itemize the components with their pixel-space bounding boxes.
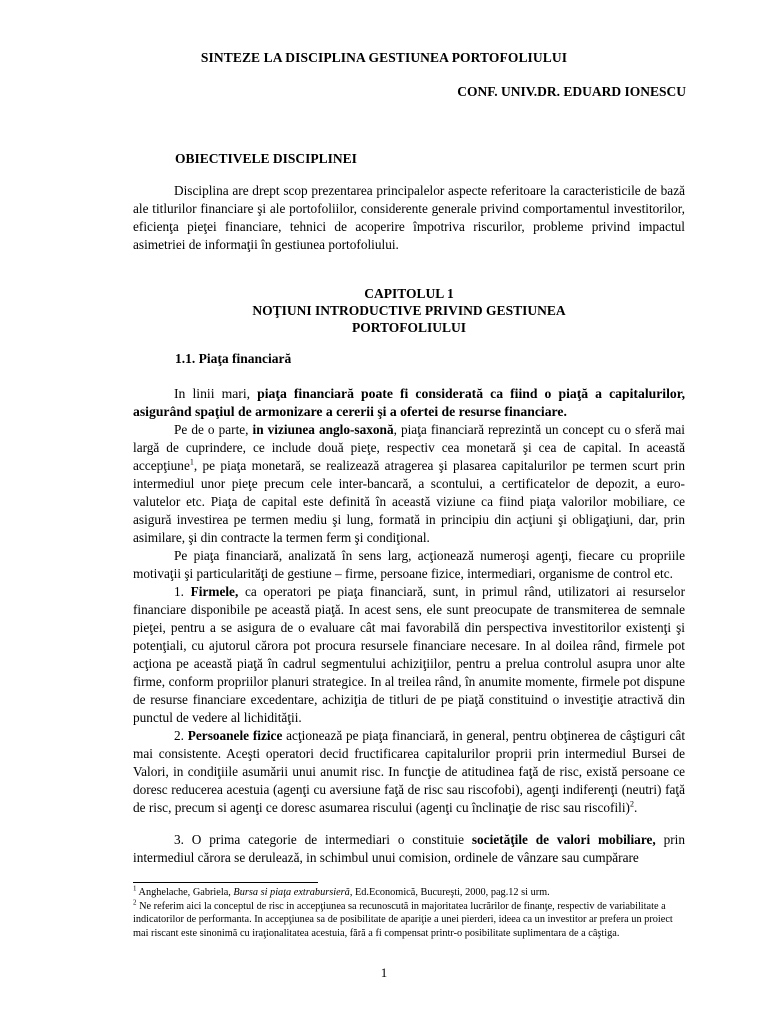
p5-num: 2. [174, 728, 188, 743]
chapter-title-line1: NOŢIUNI INTRODUCTIVE PRIVIND GESTIUNEA [252, 303, 566, 318]
footnote-2 [133, 900, 685, 941]
author-line: CONF. UNIV.DR. EDUARD IONESCU [457, 84, 686, 99]
footnote-2-text: Ne referim aici la conceptul de risc in accepţiunea sa recunoscută in majoritatea lucrărilor de finanţe, respectiv de variabilitate a indicatorilor de performanta. In accepţiunea sa de posibilitate de apariţie a unei pierderi, ideea ca un investitor ar prefera un proiect mai riscant este sinonimă cu iraţionalitatea acestuia, fără a fi compensat printr-o posibilitate suplimentara de a câştiga. [133, 900, 673, 939]
p4-text: ca operatori pe piaţa financiară, sunt, in primul rând, utilizatori ai resurselor financiare disponibile pe această piaţă. In acest sens, ele sunt preocupate de transmiterea de semnale pieţei, pentru a se asigura de o evaluare cât mai favorabilă din perspectiva investitorilor existenţi şi potenţiali, cu ajutorul cărora pot procura resursele financiare necesare. In al doilea rând, firmele pot acţiona pe această piaţă în cadrul segmentului achiziţiilor, pentru a prelua controlul asupra unor alte firme, conform propriilor planuri strategice. In al treilea rând, în anumite momente, firmele pot dispune de resurse financiare excedentare, achiziţia de titluri de pe piaţă constituind o investiţie atractivă din punctul de vedere al lichidităţii. [133, 584, 686, 725]
page-number: 1 [380, 965, 388, 980]
footnote-1-text-a: Anghelache, Gabriela, [136, 887, 234, 898]
objectives-section [133, 182, 685, 254]
footnote-ref-2: 2 [629, 799, 634, 809]
objectives-heading: OBIECTIVELE DISCIPLINEI [175, 151, 357, 166]
footnote-separator [133, 882, 318, 883]
paragraph-5 [133, 727, 685, 817]
footnote-1-title: Bursa si piaţa extrabursieră [233, 887, 350, 898]
p6-text-b: prin intermediul cărora se derulează, in schimbul unui comision, ordinele de vânzare sau cumpărare [133, 832, 685, 865]
footnotes [133, 886, 685, 940]
footnote-1-marker: 1 [133, 884, 137, 893]
p2-text-b: , pe piaţa monetară, se realizează atragerea şi plasarea capitalurilor pe termen scurt prin intermediul unor pieţe precum cele inter-bancară, a scontului, a certificatelor de depozit, a euro-valutelor etc. Piaţa de capital este definită în această viziune ca fiind piaţa valorilor mobiliare, ce asigură investirea pe termen mediu şi lung, formată in principiu din acţiuni şi obligaţiuni, dar, prin asimilare, şi din contracte la termen ferm şi condiţional. [133, 458, 685, 545]
p2-lead: Pe de o parte, [174, 422, 253, 437]
p6-text-a: 3. O prima categorie de intermediari o constituie [174, 832, 472, 847]
footnote-1 [133, 886, 685, 900]
p1-lead: In linii mari, [174, 386, 258, 401]
p5-bold: Persoanele fizice [187, 728, 283, 743]
p1-bold: piaţa financiară poate fi considerată ca fiind o piaţă a capitalurilor, asigurând spaţiul de armonizare a cererii şi a ofertei de resurse financiare. [133, 386, 685, 419]
footnote-ref-1: 1 [189, 457, 194, 467]
paragraph-6 [133, 831, 685, 867]
paragraph-3: Pe piaţa financiară, analizată în sens larg, acţionează numeroşi agenţi, fiecare cu propriile motivaţii şi particularităţi de gestiune – firme, persoane fizice, intermediari, organisme de control etc. [133, 548, 685, 581]
p5-text-b: . [633, 800, 638, 815]
paragraph-1 [133, 385, 685, 421]
p5-text-a: acţionează pe piaţa financiară, in general, pentru obţinerea de câştiguri cât mai consistente. Aceşti operatori decid fructificarea capitalurilor proprii prin intermediul Bursei de Valori, in condiţiile asumării unui anumit risc. In funcţie de atitudinea faţă de risc, există persoane ce doresc reducerea acestuia (agenţi cu aversiune faţă de risc sau riscofobi), agenţi indiferenţi (neutri) faţă de risc, precum si agenţi ce doresc asumarea riscului (agenţi cu înclinaţie de risc sau riscofili) [133, 728, 686, 815]
paragraph-4 [133, 583, 685, 727]
paragraph-2 [133, 421, 685, 547]
footnote-1-text-b: , Ed.Economică, Bucureşti, 2000, pag.12 si urm. [349, 887, 550, 898]
section-heading: 1.1. Piaţa financiară [175, 351, 292, 366]
chapter-title-line2: PORTOFOLIULUI [351, 320, 467, 335]
footnote-2-marker: 2 [133, 898, 137, 907]
p2-bold: in viziunea anglo-saxonă [252, 422, 394, 437]
main-text [133, 385, 685, 867]
chapter-number: CAPITOLUL 1 [364, 286, 454, 301]
chapter-heading [133, 285, 685, 336]
p2-text-a: , piaţa financiară reprezintă un concept cu o sferă mai largă de cuprindere, ce include două pieţe, respectiv cea monetară şi cea de capital. In această accepţiune [133, 422, 685, 473]
p4-num: 1. [174, 584, 191, 599]
p6-bold: societăţile de valori mobiliare, [471, 832, 656, 847]
objectives-paragraph: Disciplina are drept scop prezentarea principalelor aspecte referitoare la caracteristicile de bază ale titlurilor financiare şi ale portofoliilor, considerente generale privind comportamentul investitorilor, eficienţa pieţei financiare, tehnici de acoperire împotriva riscurilor, probleme privind impactul asimetriei de informaţii în gestiunea portofoliului. [133, 183, 685, 252]
document-title: SINTEZE LA DISCIPLINA GESTIUNEA PORTOFOLIULUI [200, 50, 568, 65]
p4-bold: Firmele, [190, 584, 239, 599]
